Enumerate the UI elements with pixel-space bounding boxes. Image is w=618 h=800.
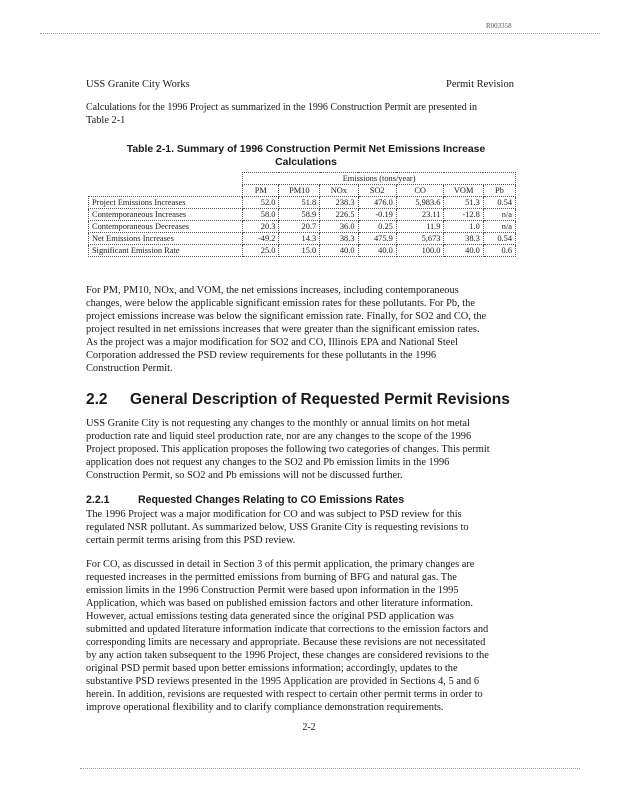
table-column-header-row [89,185,516,197]
table-row [89,209,516,221]
table-cell: n/a [483,209,515,221]
emissions-table [88,172,516,257]
table-cell: 40.0 [444,245,483,257]
table-cell: 15.0 [279,245,320,257]
doc-id: R003358 [486,22,512,30]
table-cell: 20.3 [243,221,279,233]
paragraph-co-details [86,558,526,714]
table-caption-line-2: Calculations [275,157,337,168]
paragraph-co-psd [86,508,526,547]
table-caption [86,143,526,169]
table-row [89,221,516,233]
table-cell: 226.5 [320,209,358,221]
table-cell: 1.0 [444,221,483,233]
text-line: Corporation addressed the PSD review requirements for these pollutants in the 1996 [86,350,437,361]
text-line: herein. In addition, revisions are requested with respect to certain other permit terms in order to [86,689,483,700]
bottom-rule [80,768,580,769]
table-row [89,197,516,209]
table-cell: 51.8 [279,197,320,209]
table-cell: 52.0 [243,197,279,209]
text-line: The 1996 Project was a major modification for CO and was subject to PSD review for this [86,509,462,520]
column-header: SO2 [358,185,396,197]
row-label: Net Emissions Increases [89,233,243,245]
table-cell: -0.19 [358,209,396,221]
text-line: Construction Permit, so SO2 and Pb emissions will not be discussed further. [86,470,403,481]
paragraph-net-emissions [86,284,526,375]
table-group-header-row [89,173,516,185]
section-heading [86,391,510,409]
table-corner [89,173,243,185]
subsection-heading [86,490,404,508]
table-cell: 40.0 [358,245,396,257]
table-row [89,245,516,257]
text-line: As the project was a major modification for SO2 and CO, Illinois EPA and National Steel [86,337,458,348]
table-cell: 36.0 [320,221,358,233]
page-number: 2-2 [302,722,316,733]
top-rule [40,33,600,34]
text-line: However, actual emissions testing data generated since the original PSD application was [86,611,454,622]
table-cell: 11.9 [396,221,444,233]
table-cell: 23.11 [396,209,444,221]
table-cell: 20.7 [279,221,320,233]
row-label: Contemporaneous Increases [89,209,243,221]
row-label: Contemporaneous Decreases [89,221,243,233]
text-line: project emissions increase was below the significant emission rate. Finally, for SO2 and CO, the [86,311,487,322]
text-line: Application, which was based on published emission factors and other literature information. [86,598,473,609]
section-number: 2.2 [86,391,108,408]
text-line: certain permit terms arising from this PSD review. [86,535,296,546]
text-line: submitted and updated literature information indicate that corrections to the emission factors and [86,624,489,635]
text-line: application does not request any changes to the SO2 and Pb emission limits in the 1996 [86,457,450,468]
text-line: by any action taken subsequent to the 1996 Project, these changes are considered revisions to the [86,650,489,661]
section-title: General Description of Requested Permit Revisions [130,391,510,408]
row-label: Significant Emission Rate [89,245,243,257]
table-cell: 38.3 [320,233,358,245]
table-cell: 51.3 [444,197,483,209]
column-header: Pb [483,185,515,197]
subsection-title: Requested Changes Relating to CO Emissions Rates [138,494,405,506]
table-cell: 0.25 [358,221,396,233]
table-cell: -12.8 [444,209,483,221]
table-cell: 14.3 [279,233,320,245]
text-line: emission limits in the 1996 Construction Permit were based upon information in the 1995 [86,585,459,596]
table-corner-2 [89,185,243,197]
table-cell: 475.9 [358,233,396,245]
table-cell: 0.54 [483,233,515,245]
text-line: For CO, as discussed in detail in Section 3 of this permit application, the primary changes are [86,559,475,570]
header-doc-type: Permit Revision [446,79,514,90]
text-line: changes, were below the applicable significant emission rates for these pollutants. For Pb, the [86,298,475,309]
table-cell: 100.0 [396,245,444,257]
column-header: CO [396,185,444,197]
table-row [89,233,516,245]
table-cell: 38.3 [444,233,483,245]
text-line: corresponding limits are necessary and appropriate. Because these revisions are not necessitated [86,637,486,648]
table-cell: 0.54 [483,197,515,209]
text-line: regulated NSR pollutant. As summarized below, USS Granite City is requesting revisions to [86,522,469,533]
column-header: PM [243,185,279,197]
table-cell: 476.0 [358,197,396,209]
table-cell: 58.0 [243,209,279,221]
intro-line-2: Table 2-1 [86,115,126,126]
text-line: improve operational flexibility and to clarify compliance demonstration requirements. [86,702,444,713]
paragraph-general-description [86,417,526,482]
table-cell: n/a [483,221,515,233]
column-header: VOM [444,185,483,197]
text-line: production rate and liquid steel production rate, nor are any changes to the scope of the 1996 [86,431,472,442]
header-company: USS Granite City Works [86,79,190,90]
table-cell: 238.3 [320,197,358,209]
text-line: project resulted in net emissions increases that were greater than the significant emission rates. [86,324,480,335]
table-cell: -49.2 [243,233,279,245]
intro-line-1: Calculations for the 1996 Project as summarized in the 1996 Construction Permit are presented in [86,102,478,113]
text-line: original PSD permit based upon better emissions information; accordingly, updates to the [86,663,458,674]
column-header: NOx [320,185,358,197]
table-cell: 5,983.6 [396,197,444,209]
text-line: requested increases in the permitted emissions from burning of BFG and natural gas. The [86,572,457,583]
table-group-header: Emissions (tons/year) [243,173,516,185]
table-cell: 40.0 [320,245,358,257]
text-line: Project proposed. This application proposes the following two categories of changes. This permit [86,444,490,455]
text-line: USS Granite City is not requesting any changes to the monthly or annual limits on hot metal [86,418,470,429]
table-cell: 5,673 [396,233,444,245]
text-line: substantive PSD reviews presented in the 1995 Application are provided in Sections 4, 5 and 6 [86,676,480,687]
table-cell: 0.6 [483,245,515,257]
row-label: Project Emissions Increases [89,197,243,209]
column-header: PM10 [279,185,320,197]
text-line: Construction Permit. [86,363,173,374]
subsection-number: 2.2.1 [86,494,110,506]
table-caption-line-1: Table 2-1. Summary of 1996 Construction Permit Net Emissions Increase [126,144,486,155]
table-cell: 58.9 [279,209,320,221]
text-line: For PM, PM10, NOx, and VOM, the net emissions increases, including contemporaneous [86,285,459,296]
table-cell: 25.0 [243,245,279,257]
